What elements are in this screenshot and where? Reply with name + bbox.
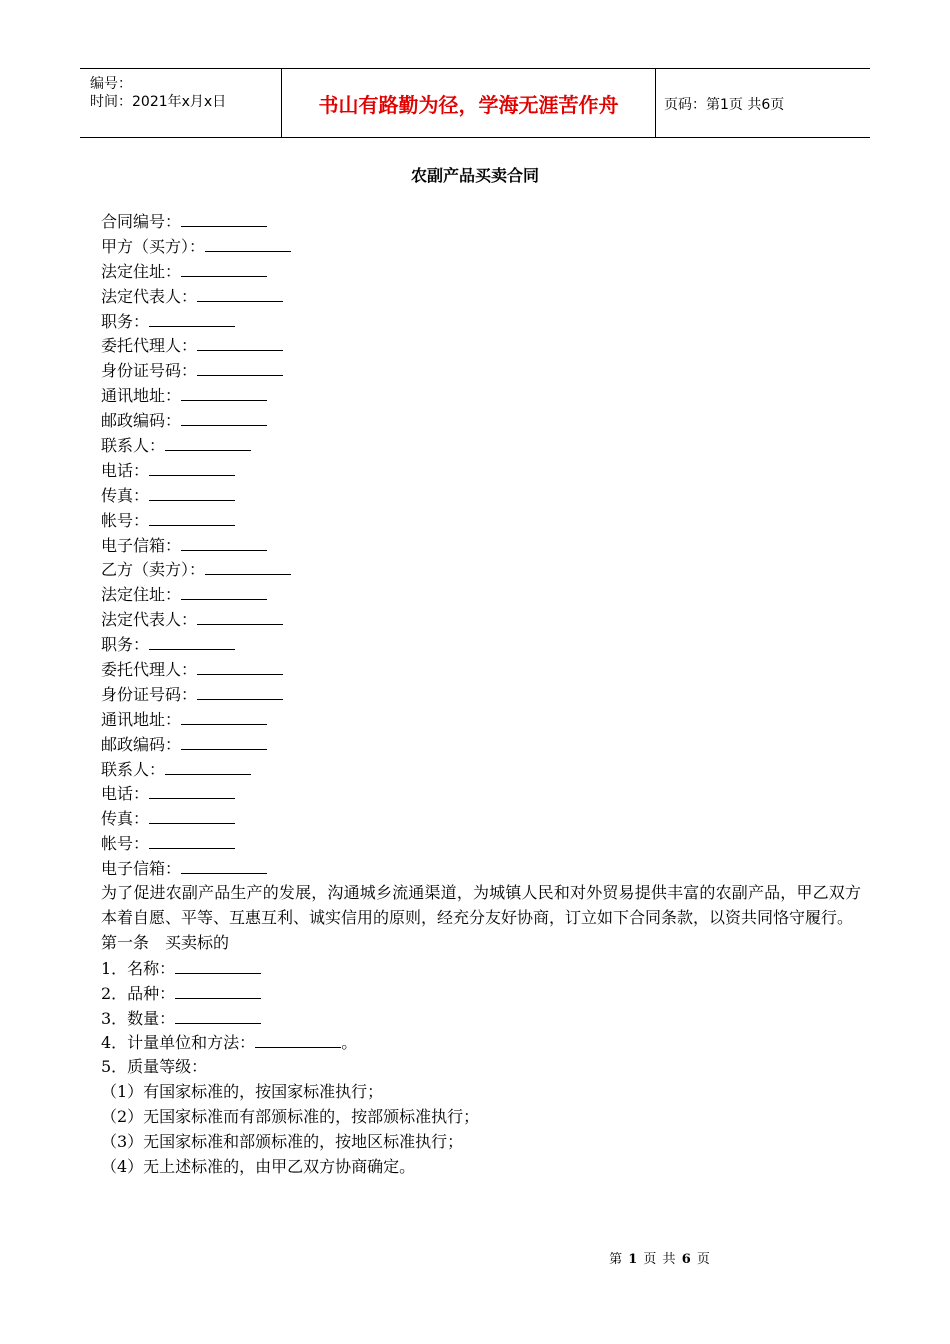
field-label: 法定住址： xyxy=(101,585,182,605)
party-field-row xyxy=(101,632,861,657)
fill-in-blank[interactable] xyxy=(197,607,283,625)
field-label: 电子信箱： xyxy=(101,859,182,879)
time-label: 时间：2021年x月x日 xyxy=(90,94,227,110)
field-label: 委托代理人： xyxy=(101,660,198,680)
field-label: 邮政编码： xyxy=(101,734,182,754)
contract-body xyxy=(101,209,861,1180)
quality-item-3: （3）无国家标准和部颁标准的，按地区标准执行； xyxy=(101,1131,464,1151)
party-field-row xyxy=(101,682,861,707)
fill-in-blank[interactable] xyxy=(181,259,267,277)
field-label: 法定代表人： xyxy=(101,286,198,306)
fill-in-blank[interactable] xyxy=(205,557,291,575)
fill-in-blank[interactable] xyxy=(205,234,291,252)
fill-in-blank[interactable] xyxy=(181,582,267,600)
party-field-row xyxy=(101,657,861,682)
field-label: 合同编号： xyxy=(101,212,182,231)
fill-in-blank[interactable] xyxy=(149,309,235,327)
header-page-info: 页码：第1页 共6页 xyxy=(664,97,785,113)
field-label: 身份证号码： xyxy=(101,684,198,704)
footer-total-pages: 6 xyxy=(681,1252,692,1267)
field-label: 通讯地址： xyxy=(101,386,182,406)
party-field-row xyxy=(101,483,861,508)
article-item-label: 1．名称： xyxy=(101,958,176,978)
field-label: 通讯地址： xyxy=(101,709,182,729)
fill-in-blank[interactable] xyxy=(181,707,267,725)
article-1-heading: 第一条 买卖标的 xyxy=(101,932,230,952)
field-label: 乙方（卖方）： xyxy=(101,560,206,580)
party-field-row xyxy=(101,508,861,533)
fill-in-blank[interactable] xyxy=(197,682,283,700)
fill-in-blank[interactable] xyxy=(181,408,267,426)
fill-in-blank[interactable] xyxy=(255,1030,341,1048)
article-item-name xyxy=(101,956,861,981)
fill-in-blank[interactable] xyxy=(149,458,235,476)
party-fields xyxy=(101,209,861,881)
party-field-row xyxy=(101,333,861,358)
party-field-row xyxy=(101,259,861,284)
party-field-row xyxy=(101,358,861,383)
party-field-row xyxy=(101,284,861,309)
field-label: 帐号： xyxy=(101,510,150,530)
party-field-row xyxy=(101,607,861,632)
fill-in-blank[interactable] xyxy=(197,333,283,351)
fill-in-blank[interactable] xyxy=(149,508,235,526)
field-label: 委托代理人： xyxy=(101,336,198,356)
fill-in-blank[interactable] xyxy=(175,981,261,999)
article-item-label: 2．品种： xyxy=(101,983,176,1003)
party-field-row xyxy=(101,732,861,757)
article-item-suffix: 。 xyxy=(341,1033,358,1053)
field-label: 传真： xyxy=(101,809,150,829)
field-label: 邮政编码： xyxy=(101,411,182,431)
fill-in-blank[interactable] xyxy=(197,284,283,302)
fill-in-blank[interactable] xyxy=(165,433,251,451)
party-field-row xyxy=(101,707,861,732)
page-footer xyxy=(0,1248,950,1267)
fill-in-blank[interactable] xyxy=(149,806,235,824)
article-item-label: 3．数量： xyxy=(101,1008,176,1028)
party-field-row xyxy=(101,383,861,408)
fill-in-blank[interactable] xyxy=(149,831,235,849)
document-header xyxy=(80,68,870,138)
fill-in-blank[interactable] xyxy=(149,483,235,501)
party-field-row xyxy=(101,234,861,259)
fill-in-blank[interactable] xyxy=(175,1006,261,1024)
header-meta xyxy=(80,69,281,137)
party-field-row xyxy=(101,582,861,607)
article-item-variety xyxy=(101,981,861,1006)
field-label: 职务： xyxy=(101,635,150,655)
footer-prefix: 第 xyxy=(609,1252,624,1267)
field-label: 身份证号码： xyxy=(101,361,198,381)
footer-mid: 页 共 xyxy=(643,1252,677,1267)
field-label: 电话： xyxy=(101,460,150,480)
party-field-row xyxy=(101,433,861,458)
header-motto: 书山有路勤为径，学海无涯苦作舟 xyxy=(281,69,656,137)
field-label: 帐号： xyxy=(101,834,150,854)
party-field-row xyxy=(101,781,861,806)
article-item-quantity xyxy=(101,1006,861,1031)
field-label: 传真： xyxy=(101,485,150,505)
footer-page-number: 1 xyxy=(628,1252,639,1267)
fill-in-blank[interactable] xyxy=(181,732,267,750)
quality-item-2: （2）无国家标准而有部颁标准的，按部颁标准执行； xyxy=(101,1107,480,1127)
fill-in-blank[interactable] xyxy=(149,632,235,650)
quality-item-1: （1）有国家标准的，按国家标准执行； xyxy=(101,1082,384,1102)
party-field-row xyxy=(101,757,861,782)
party-field-row xyxy=(101,458,861,483)
preamble-paragraph: 为了促进农副产品生产的发展，沟通城乡流通渠道，为城镇人民和对外贸易提供丰富的农副产品，甲乙双方本着自愿、平等、互惠互利、诚实信用的原则，经充分友好协商，订立如下合同条款，以资共同恪守履行。 xyxy=(101,883,861,927)
fill-in-blank[interactable] xyxy=(181,383,267,401)
fill-in-blank[interactable] xyxy=(181,856,267,874)
fill-in-blank[interactable] xyxy=(181,533,267,551)
field-label: 职务： xyxy=(101,311,150,331)
quality-heading: 5．质量等级： xyxy=(101,1057,208,1077)
party-field-row xyxy=(101,209,861,234)
fill-in-blank[interactable] xyxy=(149,781,235,799)
number-label: 编号： xyxy=(90,76,132,92)
field-label: 电话： xyxy=(101,784,150,804)
party-field-row xyxy=(101,533,861,558)
party-field-row xyxy=(101,856,861,881)
party-field-row xyxy=(101,557,861,582)
party-field-row xyxy=(101,408,861,433)
party-field-row xyxy=(101,831,861,856)
footer-suffix: 页 xyxy=(696,1252,711,1267)
field-label: 法定代表人： xyxy=(101,610,198,630)
fill-in-blank[interactable] xyxy=(175,956,261,974)
field-label: 联系人： xyxy=(101,436,166,456)
fill-in-blank[interactable] xyxy=(165,757,251,775)
party-field-row xyxy=(101,309,861,334)
fill-in-blank[interactable] xyxy=(197,358,283,376)
field-label: 法定住址： xyxy=(101,261,182,281)
fill-in-blank[interactable] xyxy=(197,657,283,675)
page-title: 农副产品买卖合同 xyxy=(410,166,539,185)
fill-in-blank[interactable] xyxy=(181,209,267,227)
article-item-label: 4．计量单位和方法： xyxy=(101,1033,256,1053)
field-label: 联系人： xyxy=(101,759,166,779)
field-label: 电子信箱： xyxy=(101,535,182,555)
field-label: 甲方（买方）： xyxy=(101,236,206,256)
quality-item-4: （4）无上述标准的，由甲乙双方协商确定。 xyxy=(101,1156,416,1176)
party-field-row xyxy=(101,806,861,831)
article-item-unit-method xyxy=(101,1030,861,1055)
